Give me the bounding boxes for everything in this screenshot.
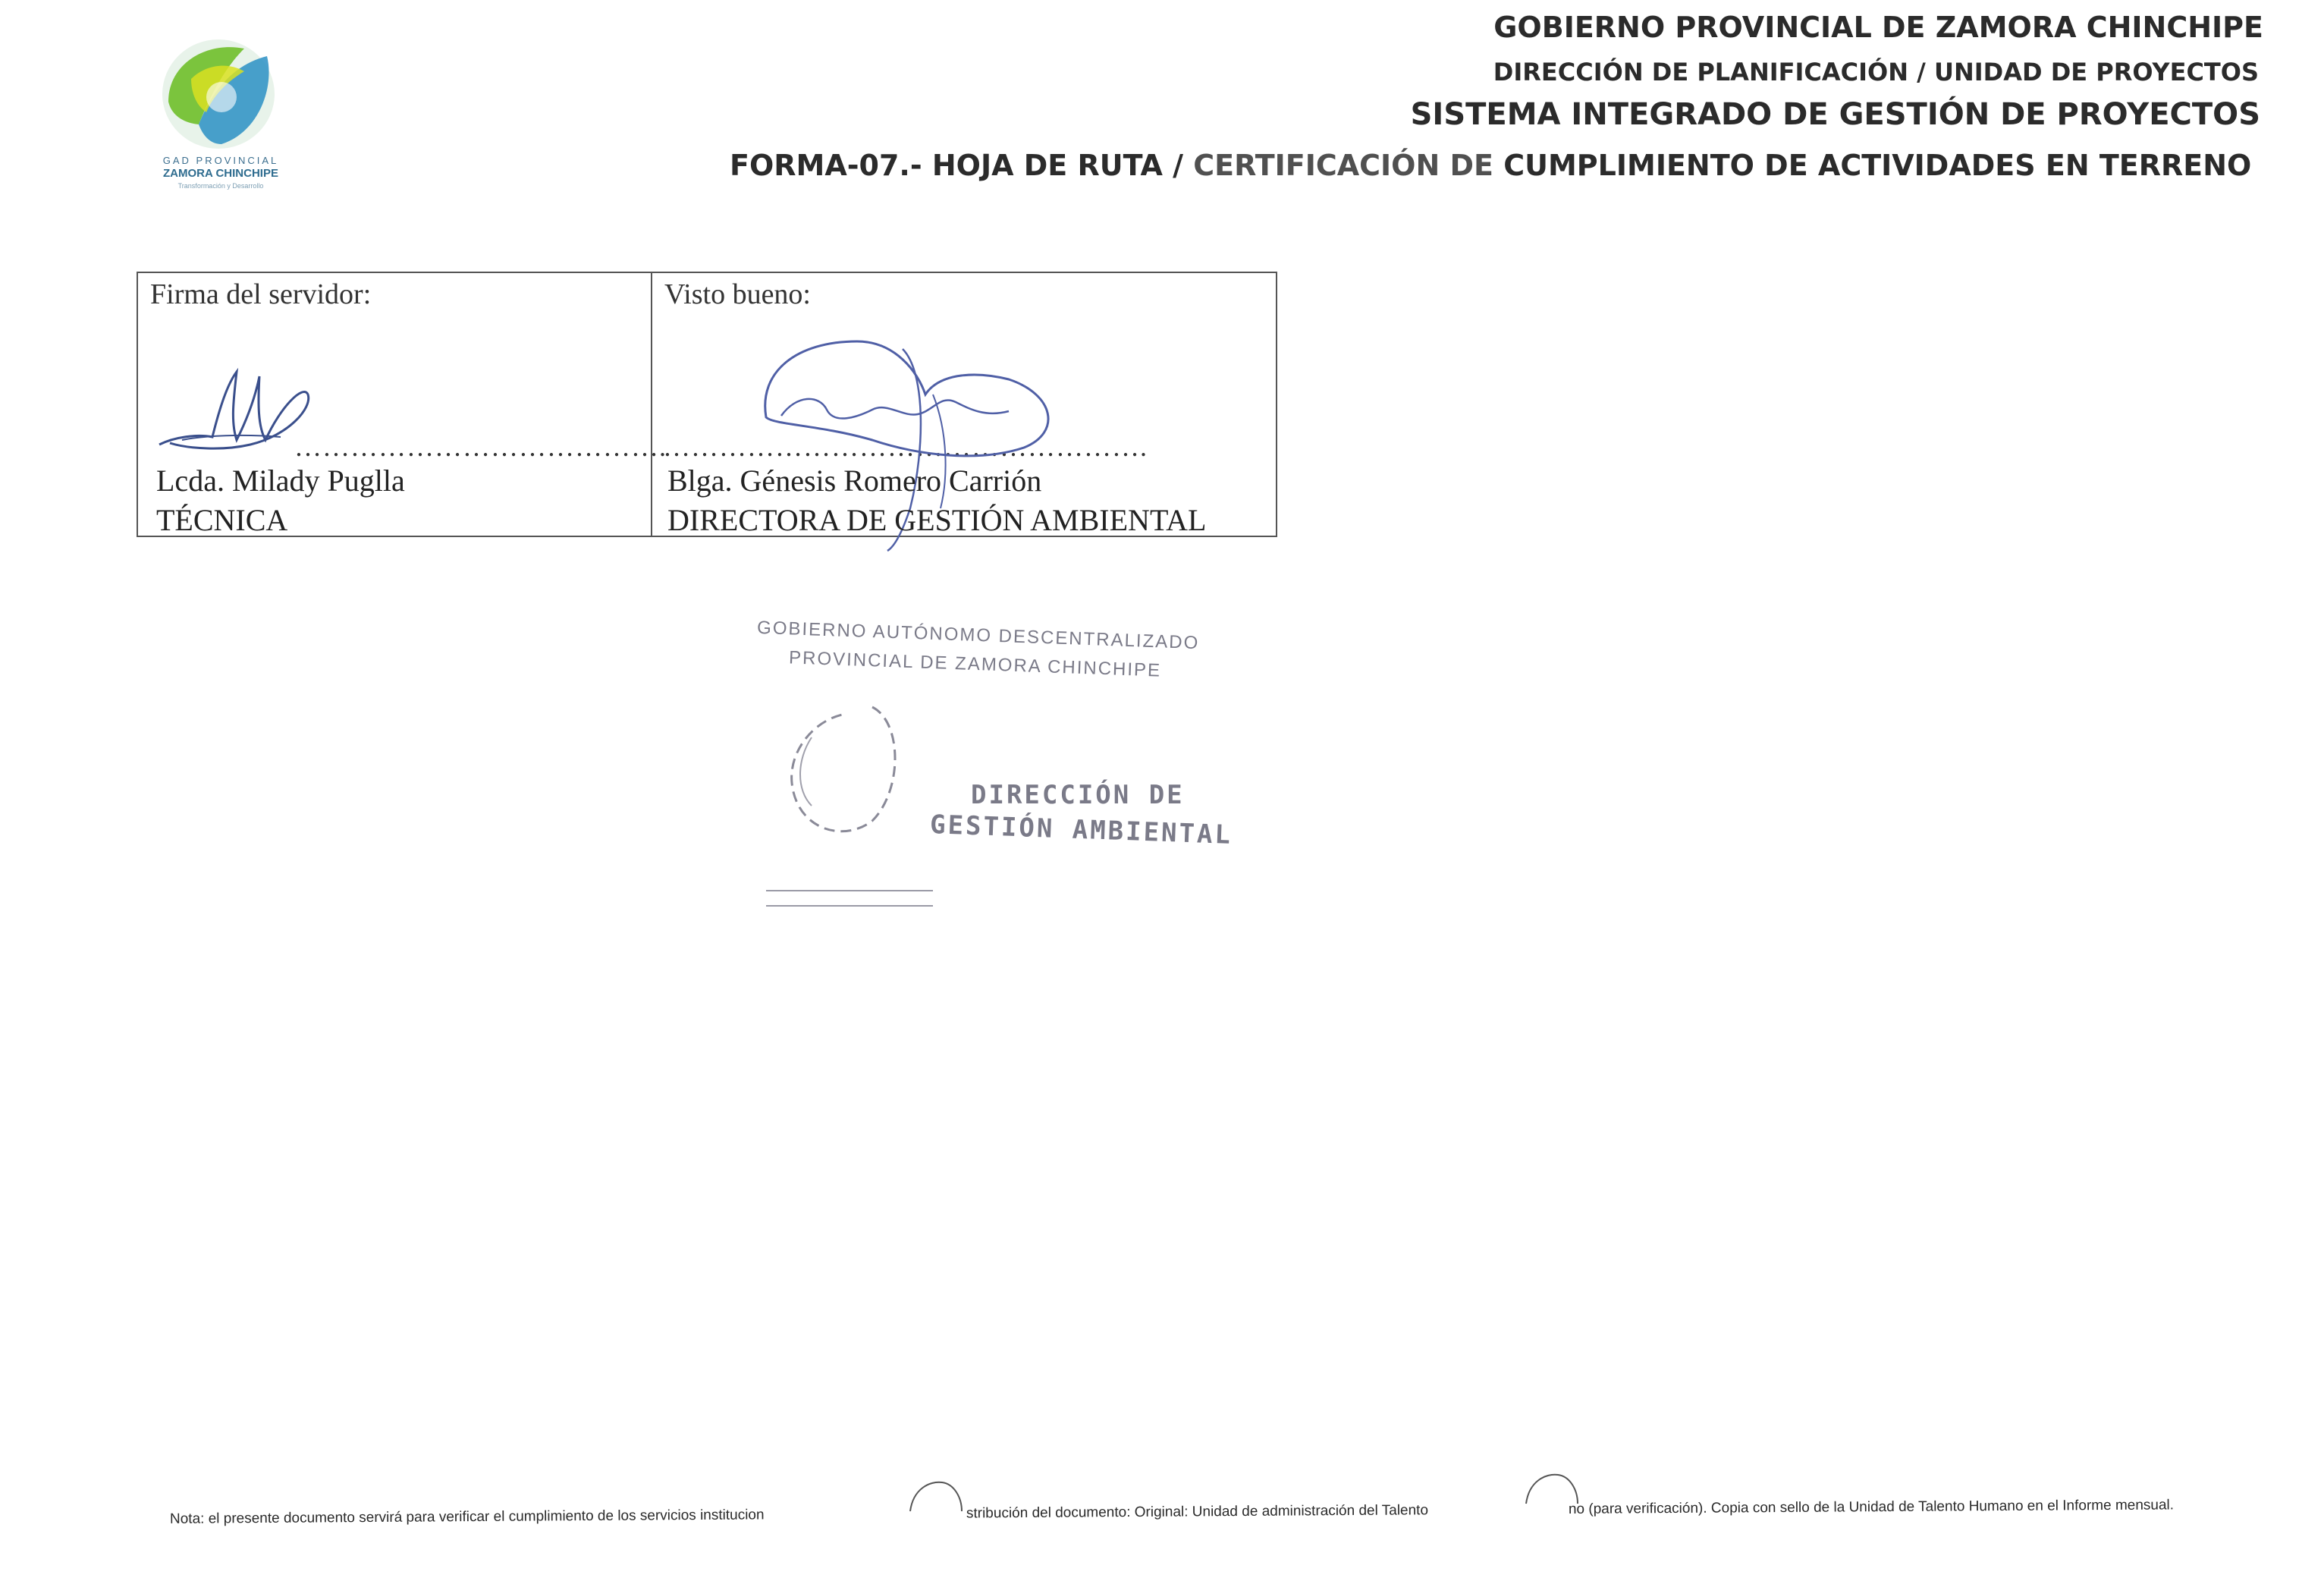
visto-bueno-signature-line: …………………………………………….	[663, 432, 1148, 462]
logo-text-province: ZAMORA CHINCHIPE	[163, 167, 278, 180]
servidor-label: Firma del servidor:	[150, 278, 372, 310]
footer-note-part3: no (para verificación). Copia con sello de la Unidad de Talento Humano en el Informe mensual.	[1568, 1497, 2175, 1517]
visto-bueno-role: DIRECTORA DE GESTIÓN AMBIENTAL	[667, 503, 1207, 537]
form-title-part3: CUMPLIMIENTO DE ACTIVIDADES EN TERRENO	[1493, 149, 2252, 182]
servidor-role: TÉCNICA	[156, 503, 288, 537]
logo-emblem-icon	[153, 33, 290, 155]
visto-bueno-name: Blga. Génesis Romero Carrión	[667, 464, 1042, 498]
servidor-name: Lcda. Milady Puglla	[156, 464, 405, 498]
header-direction: DIRECCIÓN DE PLANIFICACIÓN / UNIDAD DE PROYECTOS	[1493, 58, 2259, 86]
punch-hole-right-icon	[1523, 1470, 1581, 1508]
footer-note	[170, 1496, 2309, 1542]
footer-note-part1: Nota: el presente documento servirá para verificar el cumplimiento de los servicios institucion	[169, 1507, 765, 1527]
stamp-line-department: GESTIÓN AMBIENTAL	[929, 809, 1233, 850]
servidor-signature-line: ………………………………….	[294, 432, 667, 462]
stamp-line-province: PROVINCIAL DE ZAMORA CHINCHIPE	[788, 647, 1162, 681]
footer-note-part2: stribución del documento: Original: Unidad de administración del Talento	[966, 1502, 1429, 1522]
servidor-signature	[152, 361, 319, 460]
signature-cell-servidor	[137, 272, 667, 537]
header-system: SISTEMA INTEGRADO DE GESTIÓN DE PROYECTOS	[1410, 97, 2260, 132]
stamp-line-direction: DIRECCIÓN DE	[971, 780, 1185, 810]
official-stamp	[736, 611, 1233, 915]
signature-table	[137, 272, 1277, 537]
punch-hole-left-icon	[907, 1478, 965, 1516]
institution-logo	[141, 33, 300, 190]
logo-text-slogan: Transformación y Desarrollo	[177, 182, 264, 190]
header-government: GOBIERNO PROVINCIAL DE ZAMORA CHINCHIPE	[1493, 11, 2263, 44]
logo-text-gad: GAD PROVINCIAL	[162, 155, 279, 166]
signature-cell-visto-bueno	[652, 272, 1277, 536]
stamp-seal-icon	[766, 692, 933, 919]
visto-bueno-label: Visto bueno:	[664, 278, 811, 310]
stamp-line-gad: GOBIERNO AUTÓNOMO DESCENTRALIZADO	[756, 617, 1200, 654]
form-title-part1: FORMA-07.- HOJA DE RUTA /	[730, 149, 1194, 182]
form-title	[730, 149, 2251, 182]
form-title-part2: CERTIFICACIÓN DE	[1193, 149, 1494, 182]
